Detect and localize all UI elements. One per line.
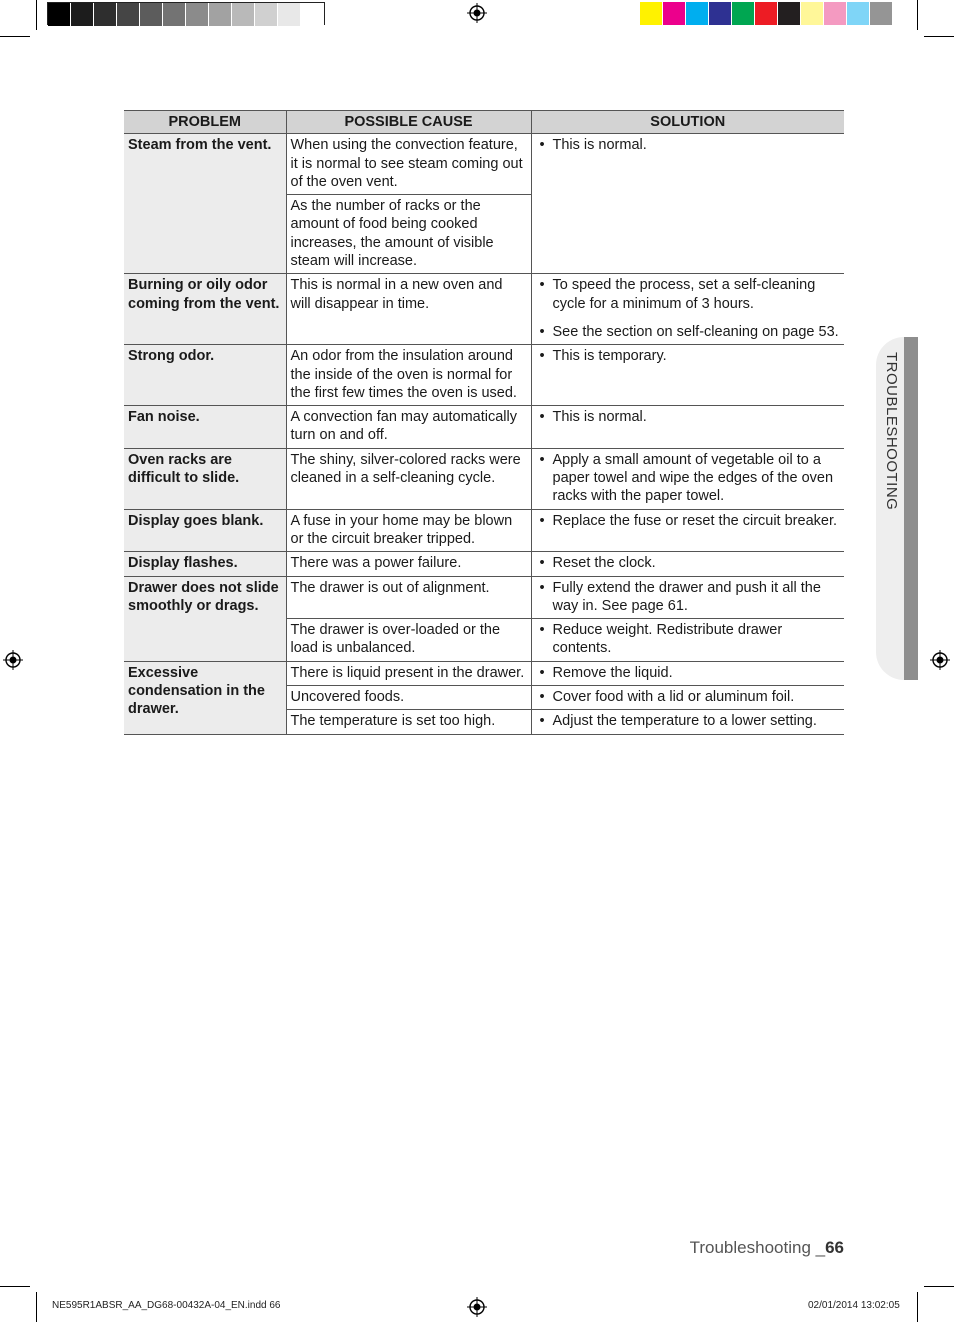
grayscale-color-bar xyxy=(47,2,325,25)
solution-cell xyxy=(531,509,844,552)
problem-cell: Oven racks are difficult to slide. xyxy=(124,448,286,509)
table-row xyxy=(124,345,844,406)
solution-text: Remove the liquid. xyxy=(552,664,673,681)
solution-cell xyxy=(531,576,844,619)
table-row xyxy=(124,406,844,449)
bullet: • xyxy=(539,579,545,596)
registration-mark-icon xyxy=(467,3,487,23)
bullet: • xyxy=(539,689,545,706)
crop-mark xyxy=(0,1286,30,1287)
problem-cell: Steam from the vent. xyxy=(124,134,286,274)
table-body xyxy=(124,134,844,734)
cause-cell: The drawer is over-loaded or the load is unbalanced. xyxy=(286,619,531,662)
color-swatch xyxy=(186,3,209,26)
color-swatch xyxy=(686,2,709,25)
cause-cell: An odor from the insulation around the inside of the oven is normal for the first few times the oven is used. xyxy=(286,345,531,406)
color-swatch xyxy=(824,2,847,25)
solution-text: This is temporary. xyxy=(552,348,667,365)
crop-mark xyxy=(917,0,918,30)
solution-cell xyxy=(531,552,844,576)
bullet: • xyxy=(539,323,545,340)
crop-mark xyxy=(0,36,30,37)
solution-item xyxy=(536,621,841,658)
solution-text: Cover food with a lid or aluminum foil. xyxy=(552,689,795,706)
bullet: • xyxy=(539,409,545,426)
page-footer xyxy=(690,1238,844,1258)
cause-cell: When using the convection feature, it is normal to see steam coming out of the oven vent. xyxy=(286,134,531,195)
registration-mark-icon xyxy=(3,650,23,670)
color-swatch xyxy=(255,3,278,26)
table-header-row xyxy=(124,111,844,134)
side-tab-label: TROUBLESHOOTING xyxy=(883,352,900,511)
problem-cell: Display flashes. xyxy=(124,552,286,576)
side-tab-bar xyxy=(904,337,918,680)
solution-cell xyxy=(531,448,844,509)
solution-item xyxy=(536,712,841,730)
table-row xyxy=(124,509,844,552)
bullet: • xyxy=(539,451,545,468)
slug-file-name: NE595R1ABSR_AA_DG68-00432A-04_EN.indd 66 xyxy=(52,1300,281,1311)
color-swatch xyxy=(48,3,71,26)
cause-cell: The shiny, silver-colored racks were cleaned in a self-cleaning cycle. xyxy=(286,448,531,509)
solution-text: See the section on self-cleaning on page 53. xyxy=(552,323,839,340)
crop-mark xyxy=(924,36,954,37)
solution-cell xyxy=(531,406,844,449)
color-swatch xyxy=(732,2,755,25)
color-swatch xyxy=(117,3,140,26)
problem-cell: Strong odor. xyxy=(124,345,286,406)
cause-cell: A fuse in your home may be blown or the circuit breaker tripped. xyxy=(286,509,531,552)
cause-cell: Uncovered foods. xyxy=(286,686,531,710)
troubleshooting-table xyxy=(124,110,844,735)
crop-mark xyxy=(36,0,37,30)
problem-cell: Drawer does not slide smoothly or drags. xyxy=(124,576,286,661)
color-swatch xyxy=(801,2,824,25)
solution-text: To speed the process, set a self-cleaning cycle for a minimum of 3 hours. xyxy=(552,277,816,312)
solution-item xyxy=(536,579,841,616)
solution-text: Apply a small amount of vegetable oil to a paper towel and wipe the edges of the oven racks with the paper towel. xyxy=(552,451,834,505)
table-row xyxy=(124,661,844,685)
solution-item xyxy=(536,136,841,154)
solution-text: Reduce weight. Redistribute drawer contents. xyxy=(552,622,783,657)
solution-cell xyxy=(531,274,844,345)
problem-cell: Display goes blank. xyxy=(124,509,286,552)
bullet: • xyxy=(539,664,545,681)
registration-mark-icon xyxy=(467,1297,487,1317)
bullet: • xyxy=(539,555,545,572)
solution-cell xyxy=(531,619,844,662)
solution-text: This is normal. xyxy=(552,137,647,154)
solution-text: Fully extend the drawer and push it all the way in. See page 61. xyxy=(552,579,821,614)
page-number: 66 xyxy=(825,1238,844,1257)
color-swatch xyxy=(847,2,870,25)
solution-cell xyxy=(531,134,844,274)
solution-item xyxy=(536,408,841,426)
header-possible-cause: POSSIBLE CAUSE xyxy=(286,111,531,134)
solution-cell xyxy=(531,710,844,734)
solution-cell xyxy=(531,345,844,406)
problem-cell: Excessive condensation in the drawer. xyxy=(124,661,286,734)
solution-item xyxy=(536,688,841,706)
color-swatch xyxy=(778,2,801,25)
color-swatch xyxy=(209,3,232,26)
solution-item xyxy=(536,451,841,506)
cause-cell: The drawer is out of alignment. xyxy=(286,576,531,619)
color-swatch xyxy=(709,2,732,25)
color-swatch xyxy=(163,3,186,26)
problem-cell: Burning or oily odor coming from the vent. xyxy=(124,274,286,345)
color-swatch xyxy=(278,3,301,26)
solution-cell xyxy=(531,661,844,685)
table-row xyxy=(124,274,844,345)
color-swatch xyxy=(301,3,324,26)
color-swatch xyxy=(94,3,117,26)
cause-cell: There was a power failure. xyxy=(286,552,531,576)
footer-section-name: Troubleshooting _ xyxy=(689,1238,826,1257)
cause-cell: As the number of racks or the amount of food being cooked increases, the amount of visible steam will increase. xyxy=(286,195,531,274)
header-solution: SOLUTION xyxy=(531,111,844,134)
registration-mark-icon xyxy=(930,650,950,670)
table-row xyxy=(124,134,844,195)
solution-text: This is normal. xyxy=(552,409,647,426)
solution-cell xyxy=(531,686,844,710)
slug-date: 02/01/2014 13:02:05 xyxy=(808,1300,900,1311)
solution-item xyxy=(536,323,841,341)
solution-item xyxy=(536,512,841,530)
crop-mark xyxy=(36,1292,37,1322)
cause-cell: This is normal in a new oven and will disappear in time. xyxy=(286,274,531,345)
cause-cell: The temperature is set too high. xyxy=(286,710,531,734)
crop-mark xyxy=(924,1286,954,1287)
header-problem: PROBLEM xyxy=(124,111,286,134)
crop-mark xyxy=(917,1292,918,1322)
color-swatch xyxy=(140,3,163,26)
solution-item xyxy=(536,664,841,682)
table-row xyxy=(124,552,844,576)
solution-text: Reset the clock. xyxy=(552,555,656,572)
bullet: • xyxy=(539,622,545,639)
table-row xyxy=(124,576,844,619)
table-row xyxy=(124,448,844,509)
color-swatch xyxy=(232,3,255,26)
bullet: • xyxy=(539,277,545,294)
bullet: • xyxy=(539,512,545,529)
solution-text: Replace the fuse or reset the circuit breaker. xyxy=(552,512,838,529)
process-color-bar xyxy=(640,2,893,25)
cause-cell: A convection fan may automatically turn on and off. xyxy=(286,406,531,449)
bullet: • xyxy=(539,713,545,730)
color-swatch xyxy=(755,2,778,25)
solution-item xyxy=(536,347,841,365)
cause-cell: There is liquid present in the drawer. xyxy=(286,661,531,685)
color-swatch xyxy=(640,2,663,25)
bullet: • xyxy=(539,348,545,365)
color-swatch xyxy=(71,3,94,26)
bullet: • xyxy=(539,137,545,154)
solution-item xyxy=(536,554,841,572)
solution-text: Adjust the temperature to a lower setting. xyxy=(552,713,817,730)
color-swatch xyxy=(663,2,686,25)
solution-item xyxy=(536,276,841,313)
color-swatch xyxy=(870,2,893,25)
problem-cell: Fan noise. xyxy=(124,406,286,449)
